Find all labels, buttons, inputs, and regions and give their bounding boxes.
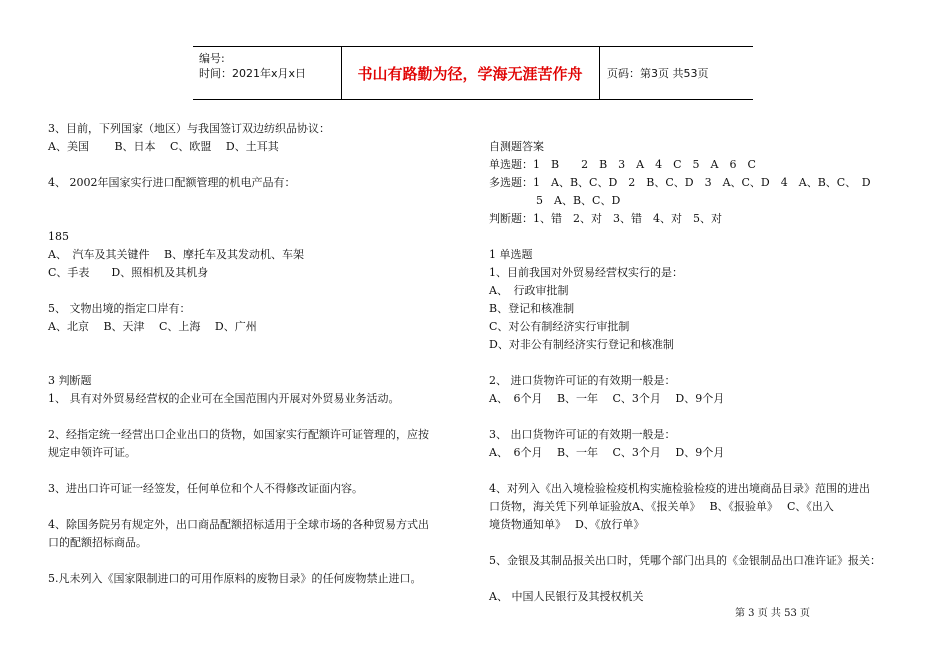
question-text: 4、 2002年国家实行进口配额管理的机电产品有： [48, 176, 296, 189]
answers-line: 判断题：1、错 2、对 3、错 4、对 5、对 [489, 212, 722, 225]
question-options: A、 中国人民银行及其授权机关 [489, 590, 644, 603]
document-header [193, 46, 753, 100]
statement-text: 2、经指定统一经营出口企业出口的货物，如国家实行配额许可证管理的，应按 [48, 428, 429, 441]
question-options: B、登记和核准制 [489, 302, 575, 315]
footer-page-number: 第 3 页 共 53 页 [735, 608, 810, 619]
answers-line: 多选题：1 A、B、C、D 2 B、C、D 3 A、C、D 4 A、B、C、 D [489, 176, 871, 189]
question-text: 3、 出口货物许可证的有效期一般是： [489, 428, 676, 441]
header-page-label: 页码：第3页 共53页 [607, 67, 709, 80]
header-motto: 书山有路勤为径，学海无涯苦作舟 [357, 64, 583, 83]
question-options: A、 6个月 B、一年 C、3个月 D、9个月 [489, 392, 725, 405]
right-column [489, 138, 909, 606]
question-text: 口货物，海关凭下列单证验放A、《报关单》 B、《报验单》 C、《出入 [489, 500, 834, 513]
statement-text: 3、进出口许可证一经签发，任何单位和个人不得修改证面内容。 [48, 482, 363, 495]
question-options: A、 行政审批制 [489, 284, 569, 297]
question-options: C、对公有制经济实行审批制 [489, 320, 630, 333]
section-heading: 3 判断题 [48, 374, 92, 387]
question-text: 4、对列入《出入境检验检疫机构实施检验检疫的进出境商品目录》范围的进出 [489, 482, 870, 495]
answers-line: 5 A、B、C、D [536, 194, 621, 207]
question-options: A、美国 B、日本 C、欧盟 D、土耳其 [48, 140, 279, 153]
question-options: A、北京 B、天津 C、上海 D、广州 [48, 320, 257, 333]
question-text: 3、目前，下列国家（地区）与我国签订双边纺织品协议： [48, 122, 330, 135]
statement-text: 5.凡未列入《国家限制进口的可用作原料的废物目录》的任何废物禁止进口。 [48, 572, 422, 585]
question-options: A、 汽车及其关键件 B、摩托车及其发动机、车架 [48, 248, 305, 261]
question-text: 境货物通知单》 D、《放行单》 [489, 518, 645, 531]
statement-text: 规定申领许可证。 [48, 446, 136, 459]
left-column [48, 120, 458, 588]
question-options: C、手表 D、照相机及其机身 [48, 266, 209, 279]
time-label: 时间：2021年x月x日 [199, 67, 307, 80]
header-info [199, 51, 306, 81]
question-options: A、 6个月 B、一年 C、3个月 D、9个月 [489, 446, 725, 459]
statement-text: 口的配额招标商品。 [48, 536, 147, 549]
question-text: 2、 进口货物许可证的有效期一般是： [489, 374, 676, 387]
answers-heading: 自测题答案 [489, 140, 544, 153]
question-text: 5、金银及其制品报关出口时，凭哪个部门出具的《金银制品出口准许证》报关： [489, 554, 881, 567]
number-label: 编号: [199, 52, 225, 65]
header-divider [599, 47, 600, 99]
answers-line: 单选题：1 B 2 B 3 A 4 C 5 A 6 C [489, 158, 756, 171]
question-options: D、对非公有制经济实行登记和核准制 [489, 338, 674, 351]
statement-text: 1、 具有对外贸易经营权的企业可在全国范围内开展对外贸易业务活动。 [48, 392, 400, 405]
question-text: 5、 文物出境的指定口岸有： [48, 302, 191, 315]
section-heading: 1 单选题 [489, 248, 533, 261]
page-number-text: 185 [48, 230, 69, 243]
question-text: 1、目前我国对外贸易经营权实行的是： [489, 266, 683, 279]
statement-text: 4、除国务院另有规定外，出口商品配额招标适用于全球市场的各种贸易方式出 [48, 518, 429, 531]
